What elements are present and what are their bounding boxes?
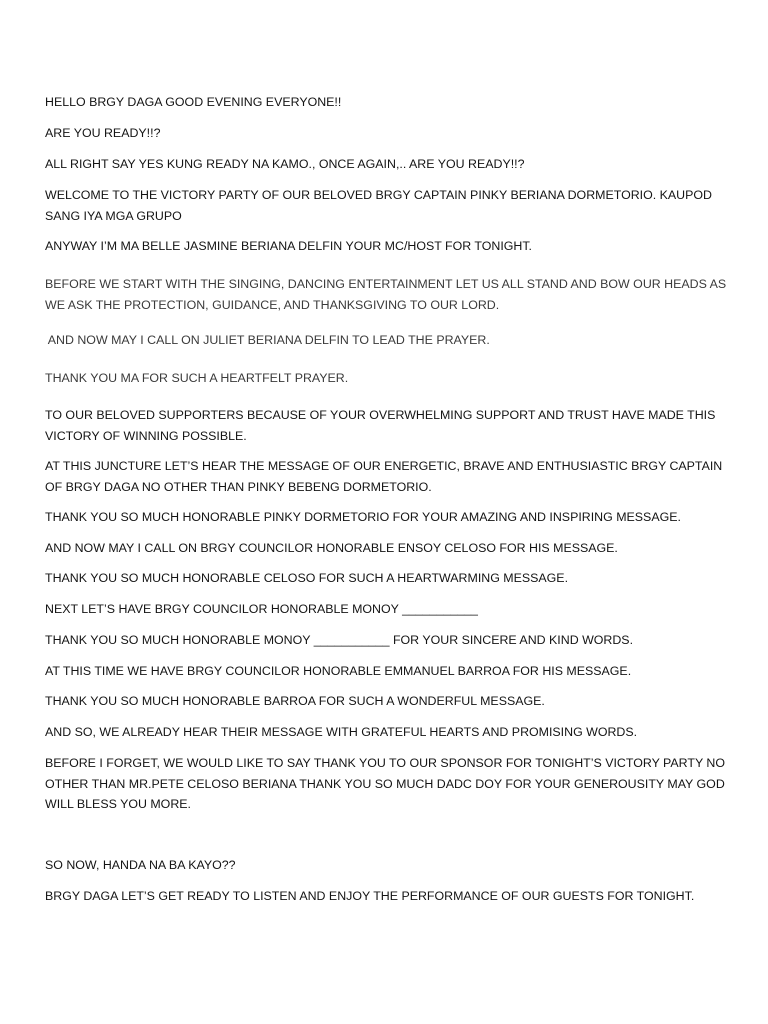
paragraph-thank-monoy: THANK YOU SO MUCH HONORABLE MONOY ___________ FOR YOUR SINCERE AND KIND WORDS. xyxy=(45,633,634,647)
paragraph-thank-celoso: THANK YOU SO MUCH HONORABLE CELOSO FOR SUCH A HEARTWARMING MESSAGE. xyxy=(45,571,569,585)
paragraph-call-celoso: AND NOW MAY I CALL ON BRGY COUNCILOR HONORABLE ENSOY CELOSO FOR HIS MESSAGE. xyxy=(45,541,618,555)
paragraph-thank-captain: THANK YOU SO MUCH HONORABLE PINKY DORMETORIO FOR YOUR AMAZING AND INSPIRING MESSAGE. xyxy=(45,510,681,524)
paragraph-are-you-ready: ARE YOU READY!!? xyxy=(45,126,161,140)
paragraph-call-monoy: NEXT LET’S HAVE BRGY COUNCILOR HONORABLE MONOY ___________ xyxy=(45,602,478,616)
paragraph-thank-barroa: THANK YOU SO MUCH HONORABLE BARROA FOR SUCH A WONDERFUL MESSAGE. xyxy=(45,694,545,708)
paragraph-captain-message: AT THIS JUNCTURE LET’S HEAR THE MESSAGE OF OUR ENERGETIC, BRAVE AND ENTHUSIASTIC BRGY CAPTAIN OF BRGY DAGA NO OTHER THAN PINKY BEBENG DORMETORIO. xyxy=(45,459,723,494)
paragraph-welcome: WELCOME TO THE VICTORY PARTY OF OUR BELOVED BRGY CAPTAIN PINKY BERIANA DORMETORIO. KAUPOD SANG IYA MGA GRUPO xyxy=(45,188,712,223)
paragraph-greeting: HELLO BRGY DAGA GOOD EVENING EVERYONE!! xyxy=(45,95,342,109)
paragraph-handa-na: SO NOW, HANDA NA BA KAYO?? xyxy=(45,858,236,872)
paragraph-say-yes: ALL RIGHT SAY YES KUNG READY NA KAMO., ONCE AGAIN,.. ARE YOU READY!!? xyxy=(45,157,525,171)
paragraph-call-barroa: AT THIS TIME WE HAVE BRGY COUNCILOR HONORABLE EMMANUEL BARROA FOR HIS MESSAGE. xyxy=(45,664,632,678)
paragraph-supporters: TO OUR BELOVED SUPPORTERS BECAUSE OF YOUR OVERWHELMING SUPPORT AND TRUST HAVE MADE THIS VICTORY OF WINNING POSSIBLE. xyxy=(45,408,716,443)
paragraph-call-prayer: AND NOW MAY I CALL ON JULIET BERIANA DELFIN TO LEAD THE PRAYER. xyxy=(45,333,490,347)
paragraph-get-ready: BRGY DAGA LET’S GET READY TO LISTEN AND ENJOY THE PERFORMANCE OF OUR GUESTS FOR TONIGHT. xyxy=(45,889,695,903)
paragraph-mc-intro: ANYWAY I’M MA BELLE JASMINE BERIANA DELFIN YOUR MC/HOST FOR TONIGHT. xyxy=(45,239,532,253)
paragraph-grateful-hearts: AND SO, WE ALREADY HEAR THEIR MESSAGE WITH GRATEFUL HEARTS AND PROMISING WORDS. xyxy=(45,725,638,739)
paragraph-sponsor: BEFORE I FORGET, WE WOULD LIKE TO SAY THANK YOU TO OUR SPONSOR FOR TONIGHT’S VICTORY PARTY NO OTHER THAN MR.PETE CELOSO BERIANA THANK YOU SO MUCH DADC DOY FOR YOUR GENEROUSITY MAY GOD WILL BLESS YOU MORE. xyxy=(45,756,726,811)
paragraph-before-start: BEFORE WE START WITH THE SINGING, DANCING ENTERTAINMENT LET US ALL STAND AND BOW OUR HEADS AS WE ASK THE PROTECTION, GUIDANCE, AND THANKSGIVING TO OUR LORD. xyxy=(45,277,727,312)
paragraph-thank-prayer: THANK YOU MA FOR SUCH A HEARTFELT PRAYER. xyxy=(45,371,349,385)
